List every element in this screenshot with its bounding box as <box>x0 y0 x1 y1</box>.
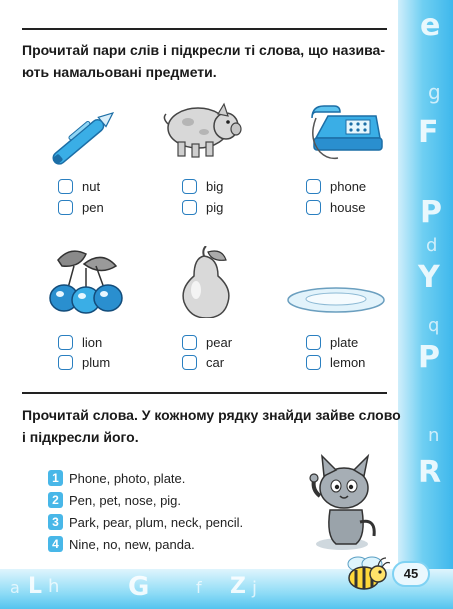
option-label: phone <box>330 178 367 194</box>
section2-instruction-line2: і підкресли його. <box>22 429 139 445</box>
pig-icon <box>158 98 242 160</box>
option-pig[interactable] <box>182 197 223 217</box>
row-number-badge: 3 <box>48 514 63 530</box>
plum-icon <box>44 244 126 316</box>
cat-icon <box>302 452 380 552</box>
option-label: pen <box>82 199 104 215</box>
word-row-text[interactable]: Phone, photo, plate. <box>69 470 186 486</box>
option-label: big <box>206 178 224 194</box>
word-row-text[interactable]: Pen, pet, nose, pig. <box>69 492 182 508</box>
option-label: car <box>206 354 225 370</box>
checkbox[interactable] <box>58 355 73 370</box>
pen-icon <box>42 108 124 168</box>
option-label: lion <box>82 334 103 350</box>
decorative-side-band <box>398 0 453 609</box>
option-pear[interactable] <box>182 332 232 352</box>
option-house[interactable] <box>306 197 365 217</box>
word-row-3 <box>48 512 243 532</box>
plate-icon <box>286 284 386 316</box>
word-row-text[interactable]: Park, pear, plum, neck, pencil. <box>69 514 244 530</box>
checkbox[interactable] <box>182 355 197 370</box>
checkbox[interactable] <box>182 200 197 215</box>
phone-icon <box>306 98 384 166</box>
pear-icon <box>174 246 236 318</box>
word-row-1 <box>48 468 185 488</box>
option-label: nut <box>82 178 101 194</box>
section1-instruction-line2: ють намальовані предмети. <box>22 64 217 80</box>
option-phone[interactable] <box>306 176 366 196</box>
checkbox[interactable] <box>58 200 73 215</box>
row-number-badge: 4 <box>48 536 63 552</box>
word-row-text[interactable]: Nine, no, new, panda. <box>69 536 195 552</box>
row-number-badge: 1 <box>48 470 63 486</box>
option-lion[interactable] <box>58 332 102 352</box>
option-label: plum <box>82 354 111 370</box>
checkbox[interactable] <box>58 335 73 350</box>
checkbox[interactable] <box>182 335 197 350</box>
option-plate[interactable] <box>306 332 358 352</box>
option-label: house <box>330 199 366 215</box>
option-label: pear <box>206 334 233 350</box>
top-divider <box>22 28 387 30</box>
checkbox[interactable] <box>182 179 197 194</box>
section2-instruction-line1: Прочитай слова. У кожному рядку знайди зайве слово <box>22 407 401 423</box>
row-number-badge: 2 <box>48 492 63 508</box>
word-row-2 <box>48 490 181 510</box>
checkbox[interactable] <box>306 335 321 350</box>
option-car[interactable] <box>182 352 224 372</box>
page-number: 45 <box>392 561 430 587</box>
bee-icon <box>338 550 390 594</box>
workbook-page: e g F P d Y q P n R a L h G f Z j Прочитай пари слів і підкресли ті слова, що назива- ють намальовані предмети. nut pen big pig phone house lion plum pear car plate lemon Прочитай слова. У кожному рядку знайди зайве слово і підкресли його. 1 Phone, photo, plate. 2 Pen, pet, nose, pig. 3 Park, pear, plum, neck, pencil. 4 Nine, no, new, panda. 45 <box>0 0 453 609</box>
option-big[interactable] <box>182 176 223 196</box>
option-label: lemon <box>330 354 366 370</box>
middle-divider <box>22 392 387 394</box>
option-lemon[interactable] <box>306 352 365 372</box>
option-label: plate <box>330 334 359 350</box>
option-nut[interactable] <box>58 176 100 196</box>
checkbox[interactable] <box>306 179 321 194</box>
section1-instruction-line1: Прочитай пари слів і підкресли ті слова, що назива- <box>22 42 385 58</box>
checkbox[interactable] <box>58 179 73 194</box>
checkbox[interactable] <box>306 200 321 215</box>
word-row-4 <box>48 534 195 554</box>
option-pen[interactable] <box>58 197 104 217</box>
option-label: pig <box>206 199 224 215</box>
option-plum[interactable] <box>58 352 110 372</box>
checkbox[interactable] <box>306 355 321 370</box>
